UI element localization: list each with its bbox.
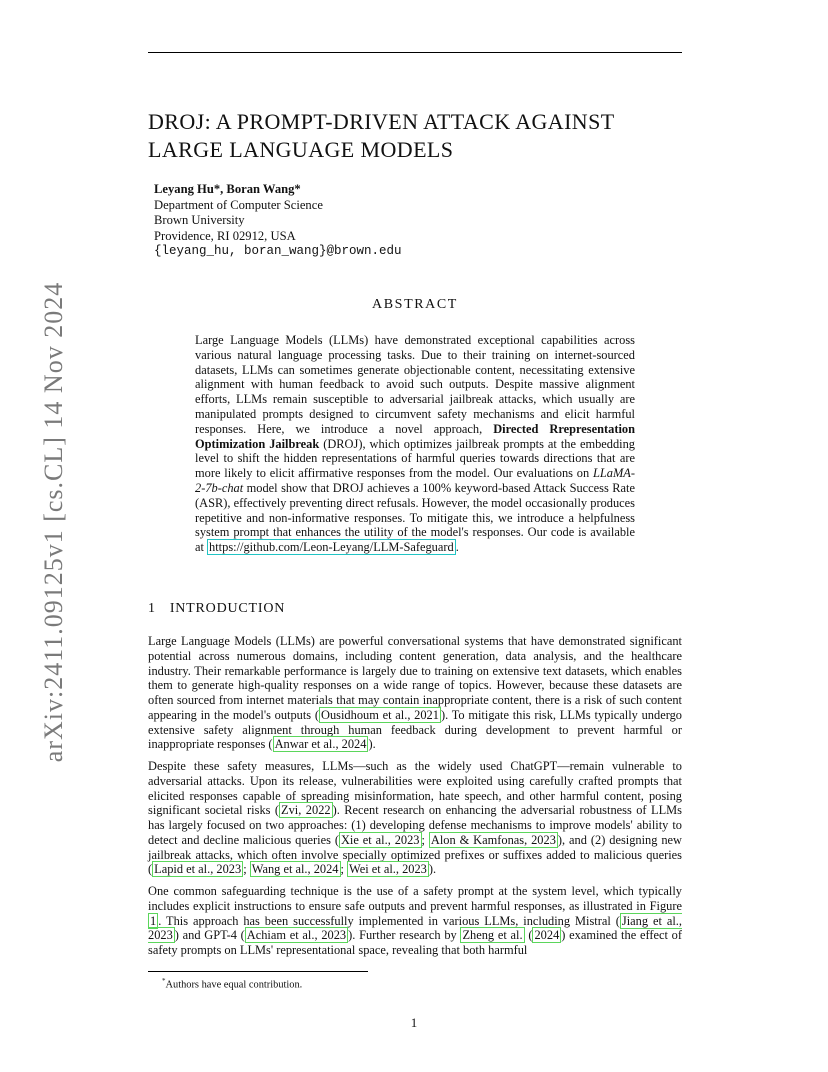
author-department: Department of Computer Science xyxy=(154,197,323,212)
arxiv-identifier: arXiv:2411.09125v1 [cs.CL] 14 Nov 2024 xyxy=(39,281,68,763)
method-name: Directed Rrepresentation Optimization Jailbreak xyxy=(195,421,635,451)
citation-link[interactable]: Zvi, 2022 xyxy=(281,803,331,818)
footnote-text: Authors have equal contribution. xyxy=(165,979,303,991)
citation-link[interactable]: Alon & Kamfonas, 2023 xyxy=(430,832,556,847)
abstract-text-mid1: (DROJ), which optimizes jailbreak prompts at the embedding level to shift the hidden representations of harmful queries towards directions that are more likely to elicit affirmative responses from the model. Our evaluations on xyxy=(195,436,635,481)
header-rule xyxy=(148,52,682,53)
p1-text-b: ). To mitigate this risk, LLMs typically undergo extensive safety alignment through human feedback during development to prevent harmful or inappropriate responses ( xyxy=(148,707,682,752)
abstract-text-mid2: model show that DROJ achieves a 100% keyword-based Attack Success Rate (ASR), effectively preventing direct refusals. However, the model occasionally produces repetitive and non-informative responses. To mitigate this, we introduce a helpfulness system prompt that enhances the utility of the model's responses. Our code is available at xyxy=(195,480,635,555)
section-title: INTRODUCTION xyxy=(169,601,286,616)
p1-text-a: Large Language Models (LLMs) are powerful conversational systems that have demonstrated significant potential across numerous domains, including content generation, data analysis, and the healthcare industry. Their remarkable performance is largely due to training on extensive text datasets, which enables them to generate high-quality responses on a wide range of topics. However, because these datasets are often sourced from internet materials that may contain inappropriate content, there is a risk of such content appearing in the model's outputs ( xyxy=(148,634,682,722)
introduction-body xyxy=(148,634,682,965)
p3-text-c: ) and GPT-4 ( xyxy=(174,928,245,943)
citation-link[interactable]: 2024 xyxy=(534,928,560,943)
author-address: Providence, RI 02912, USA xyxy=(154,228,296,243)
p2-sep: ; xyxy=(421,832,429,847)
intro-paragraph-3 xyxy=(148,884,682,958)
p1-text-c: ). xyxy=(368,737,376,752)
citation-link[interactable]: Anwar et al., 2024 xyxy=(274,737,367,752)
citation-link[interactable]: Lapid et al., 2023 xyxy=(154,862,242,877)
author-names: Leyang Hu*, Boran Wang* xyxy=(154,182,301,196)
author-block xyxy=(154,182,402,260)
p2-sep: ; xyxy=(340,862,348,877)
model-name: LLaMA-2-7b-chat xyxy=(195,466,635,495)
citation-link[interactable]: Xie et al., 2023 xyxy=(340,832,420,847)
intro-paragraph-1 xyxy=(148,634,682,752)
p2-text-c: ), and (2) designing new jailbreak attacks, which often involve specially optimized prefixes or suffixes added to malicious queries ( xyxy=(148,832,683,877)
title-line-2: LARGE LANGUAGE MODELS xyxy=(148,137,454,162)
section-heading xyxy=(148,601,285,617)
footnote xyxy=(162,977,302,990)
p3-text-e: ) examined the effect of safety prompts on LLMs' representational space, revealing that both harmful xyxy=(148,928,682,957)
figure-link[interactable]: 1 xyxy=(150,913,157,928)
page-number: 1 xyxy=(410,1015,418,1030)
section-number: 1 xyxy=(148,601,156,616)
intro-paragraph-2 xyxy=(148,759,682,877)
author-university: Brown University xyxy=(154,213,245,228)
p3-sep: ( xyxy=(524,928,533,943)
abstract-text-start: Large Language Models (LLMs) have demonstrated exceptional capabilities across various natural language processing tasks. Due to their training on internet-sourced datasets, LLMs can sometimes generate objectionable content, necessitating extensive alignment with human feedback to avoid such outputs. Despite massive alignment efforts, LLMs remain susceptible to adversarial jailbreak attacks, which usually are manipulated prompts designed to circumvent safety mechanisms and elicit harmful responses. Here, we introduce a novel approach, xyxy=(195,333,635,436)
p2-text-b: ). Recent research on enhancing the adversarial robustness of LLMs has largely focused on two approaches: (1) developing defense mechanisms to improve models' ability to detect and decline malicious queries ( xyxy=(148,803,682,847)
abstract-paragraph xyxy=(195,333,635,555)
author-email: {leyang_hu, boran_wang}@brown.edu xyxy=(154,244,402,259)
p2-sep: ; xyxy=(243,862,250,877)
citation-link[interactable]: Wei et al., 2023 xyxy=(349,862,427,877)
citation-link[interactable]: Achiam et al., 2023 xyxy=(246,928,347,943)
title-line-1: DROJ: A PROMPT-DRIVEN ATTACK AGAINST xyxy=(148,109,615,134)
p2-text-a: Despite these safety measures, LLMs—such as the widely used ChatGPT—remain vulnerable to adversarial attacks. Upon its release, vulnerabilities were exploited using carefully crafted prompts that elicited responses capable of spreading misinformation, hate speech, and other harmful content, posing significant societal risks ( xyxy=(148,759,682,818)
p3-text-a: One common safeguarding technique is the use of a safety prompt at the system level, which typically includes explicit instructions to ensure safe outputs and prevent harmful responses, as illustrated in Figure xyxy=(148,884,682,913)
footnote-rule xyxy=(148,971,368,972)
citation-link[interactable]: Jiang et al., 2023 xyxy=(148,913,682,943)
citation-link[interactable]: Wang et al., 2024 xyxy=(251,862,339,877)
abstract-text-end: . xyxy=(455,540,459,555)
citation-link[interactable]: Zheng et al. xyxy=(462,928,523,943)
footnote-mark: * xyxy=(162,977,166,985)
code-link[interactable]: https://github.com/Leon-Leyang/LLM-Safeguard xyxy=(209,540,454,555)
p3-text-d: ). Further research by xyxy=(348,928,461,943)
p2-text-d: ). xyxy=(428,862,437,877)
paper-title xyxy=(148,108,688,164)
citation-link[interactable]: Ousidhoum et al., 2021 xyxy=(321,707,439,722)
p3-text-b: . This approach has been successfully implemented in various LLMs, including Mistral ( xyxy=(158,913,620,928)
abstract-heading: ABSTRACT xyxy=(372,297,458,312)
abstract-body xyxy=(195,333,635,555)
